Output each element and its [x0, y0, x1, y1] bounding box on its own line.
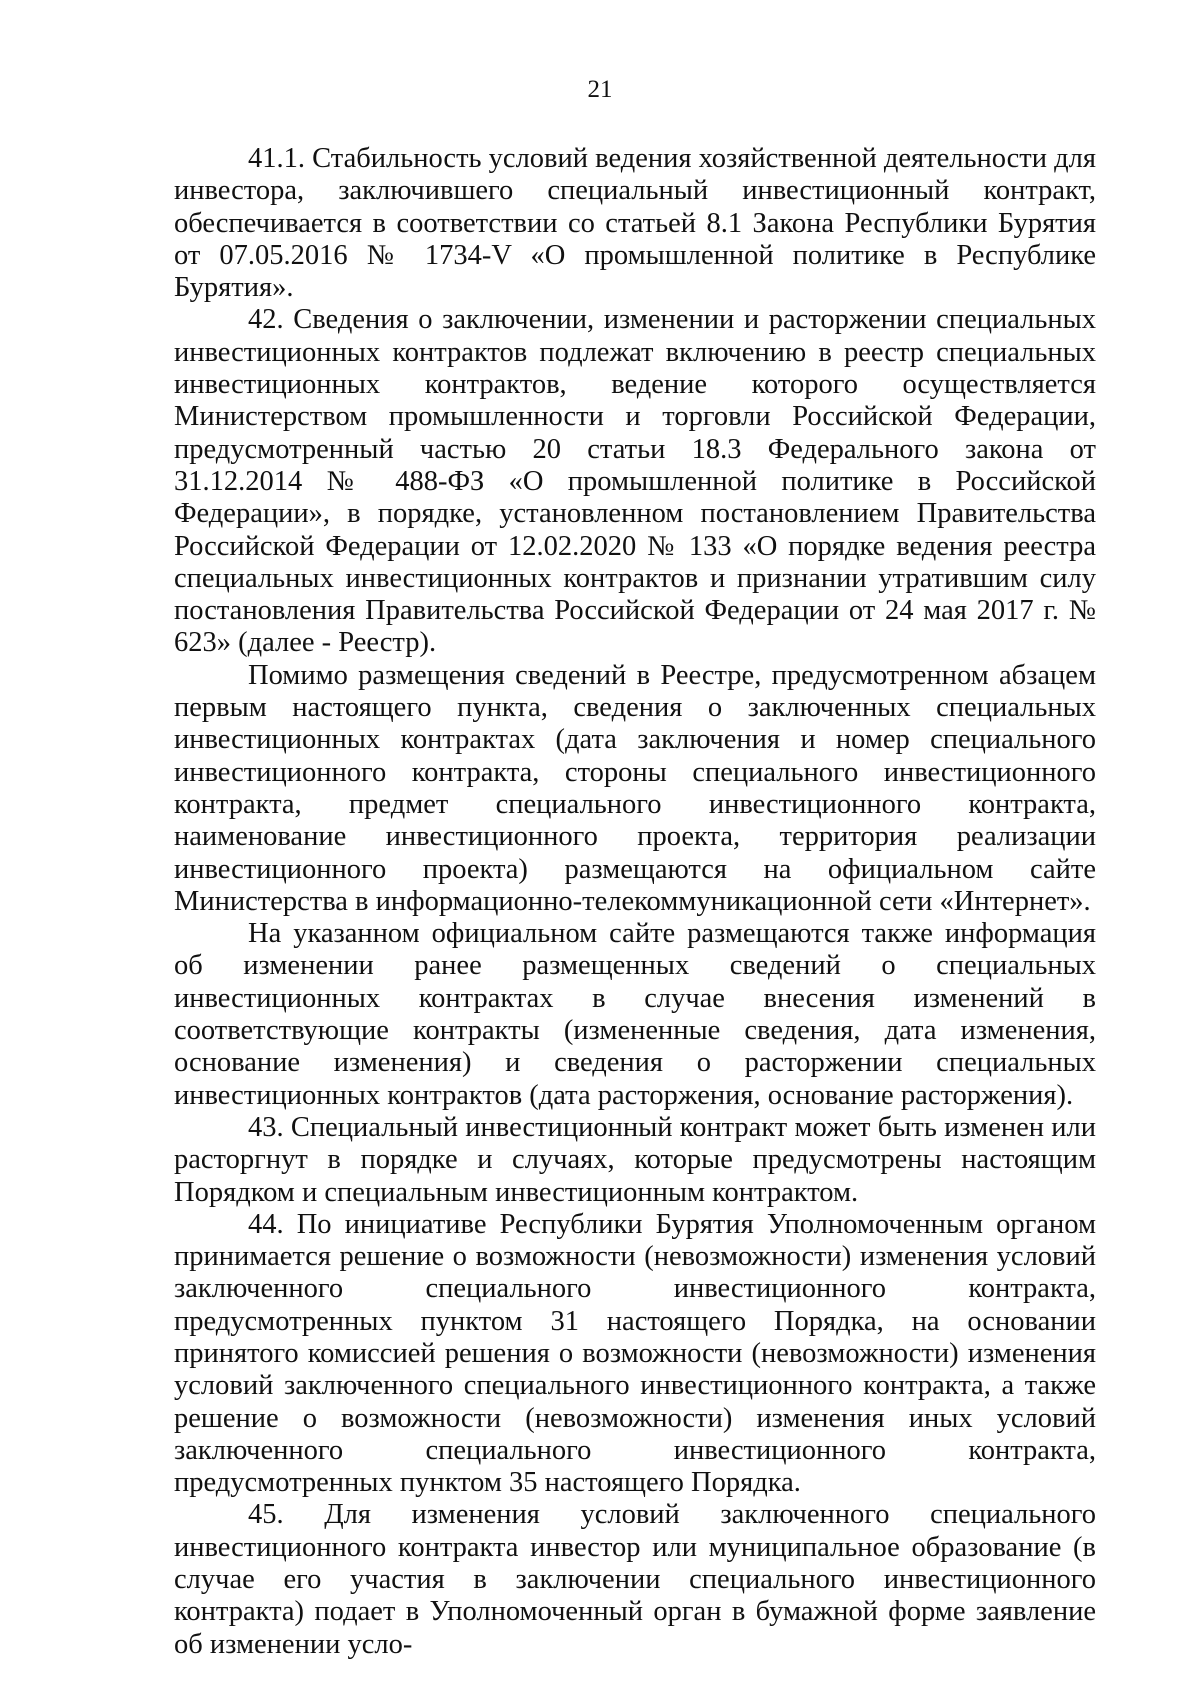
paragraph-42-changes-publication: На указанном официальном сайте размещаются также информация об изменении ранее размещенных сведений о специальных инвестиционных контрактах в случае внесения изменений в соответствующие контракты (измененные сведения, дата изменения, основание изменения) и сведения о расторжении специальных инвестиционных контрактов (дата расторжения, основание расторжения).: [174, 918, 1096, 1111]
document-body: [174, 143, 1096, 1661]
paragraph-42: 42. Сведения о заключении, изменении и расторжении специальных инвестиционных контрактов подлежат включению в реестр специальных инвестиционных контрактов, ведение которого осуществляется Министерством промышленности и торговли Российской Федерации, предусмотренный частью 20 статьи 18.3 Федерального закона от 31.12.2014 № 488-ФЗ «О промышленной политике в Российской Федерации», в порядке, установленном постановлением Правительства Российской Федерации от 12.02.2020 № 133 «О порядке ведения реестра специальных инвестиционных контрактов и признании утратившим силу постановления Правительства Российской Федерации от 24 мая 2017 г. № 623» (далее - Реестр).: [174, 304, 1096, 659]
paragraph-45: 45. Для изменения условий заключенного специального инвестиционного контракта инвестор или муниципальное образование (в случае его участия в заключении специального инвестиционного контракта) подает в Уполномоченный орган в бумажной форме заявление об изменении усло-: [174, 1499, 1096, 1660]
page-number: 21: [587, 76, 613, 103]
paragraph-43: 43. Специальный инвестиционный контракт может быть изменен или расторгнут в порядке и случаях, которые предусмотрены настоящим Порядком и специальным инвестиционным контрактом.: [174, 1111, 1096, 1208]
paragraph-42-registry-publication: Помимо размещения сведений в Реестре, предусмотренном абзацем первым настоящего пункта, сведения о заключенных специальных инвестиционных контрактах (дата заключения и номер специального инвестиционного контракта, стороны специального инвестиционного контракта, предмет специального инвестиционного контракта, наименование инвестиционного проекта, территория реализации инвестиционного проекта) размещаются на официальном сайте Министерства в информационно-телекоммуникационной сети «Интернет».: [174, 659, 1096, 917]
paragraph-41-1: 41.1. Стабильность условий ведения хозяйственной деятельности для инвестора, заключившего специальный инвестиционный контракт, обеспечивается в соответствии со статьей 8.1 Закона Республики Бурятия от 07.05.2016 № 1734-V «О промышленной политике в Республике Бурятия».: [174, 143, 1096, 304]
paragraph-44: 44. По инициативе Республики Бурятия Уполномоченным органом принимается решение о возможности (невозможности) изменения условий заключенного специального инвестиционного контракта, предусмотренных пунктом 31 настоящего Порядка, на основании принятого комиссией решения о возможности (невозможности) изменения условий заключенного специального инвестиционного контракта, а также решение о возможности (невозможности) изменения иных условий заключенного специального инвестиционного контракта, предусмотренных пунктом 35 настоящего Порядка.: [174, 1208, 1096, 1499]
